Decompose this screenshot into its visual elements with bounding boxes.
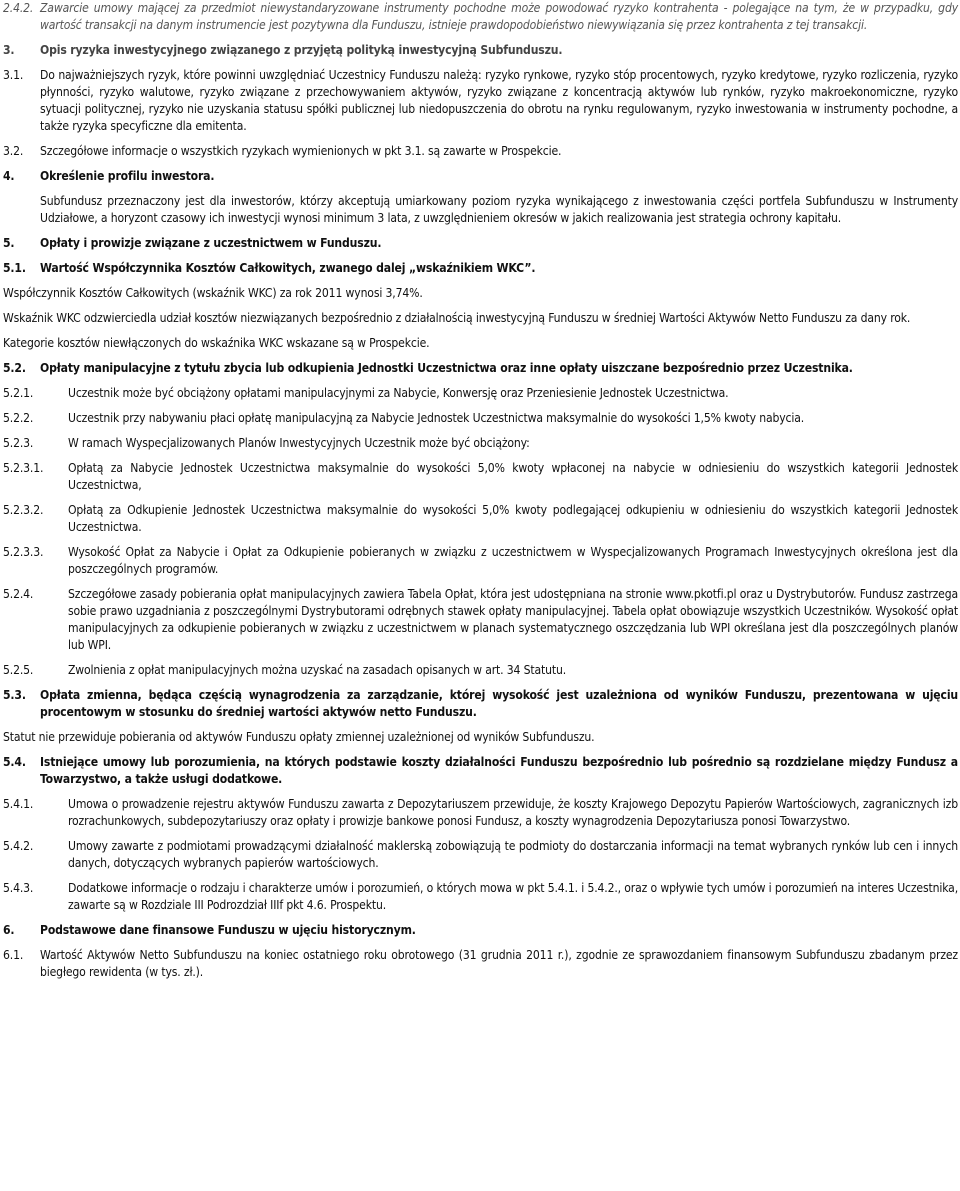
section-heading: Określenie profilu inwestora. [40,169,215,183]
section-heading: Istniejące umowy lub porozumienia, na których podstawie koszty działalności Funduszu bezpośrednio lub pośrednio są rozdzielane między Fundusz a Towarzystwo, a także usługi dodatkowe. [40,755,958,786]
section-5-4-3 [3,880,958,914]
section-number: 5.3. [3,688,26,702]
section-number: 5.2.2. [3,411,34,425]
section-number: 5.4. [3,755,26,769]
section-number: 6.1. [3,948,24,962]
section-5-2-2 [3,410,958,427]
section-number: 2.4.2. [3,1,34,15]
wkc-excluded-costs-paragraph: Kategorie kosztów niewłączonych do wskaźnika WKC wskazane są w Prospekcie. [3,336,430,350]
section-heading: Opłaty manipulacyjne z tytułu zbycia lub odkupienia Jednostki Uczestnictwa oraz inne opłaty uiszczane bezpośrednio przez Uczestnika. [40,361,853,375]
section-text: Zwolnienia z opłat manipulacyjnych można uzyskać na zasadach opisanych w art. 34 Statutu. [68,663,567,677]
section-number: 5.4.1. [3,797,34,811]
section-number: 5.2.3.1. [3,461,44,475]
section-text: Do najważniejszych ryzyk, które powinni uwzględniać Uczestnicy Funduszu należą: ryzyko rynkowe, ryzyko stóp procentowych, ryzyko kredytowe, ryzyko rozliczenia, ryzyko płynności, ryzyko walutowe, ryzyko związane z przechowywaniem aktywów, ryzyko związane z koncentracją aktywów lub rynków, ryzyko makroekonomiczne, ryzyko sytuacji politycznej, ryzyko nie uzyskania statusu spółki publicznej lub niedopuszczenia do obrotu na rynku regulowanym, ryzyko inwestowania w instrumenty pochodne, a także ryzyka specyficzne dla emitenta. [40,68,958,133]
section-5-2-3-3 [3,544,958,578]
variable-fee-paragraph: Statut nie przewiduje pobierania od aktywów Funduszu opłaty zmiennej uzależnionej od wyników Subfunduszu. [3,730,595,744]
section-text: Szczegółowe zasady pobierania opłat manipulacyjnych zawiera Tabela Opłat, która jest udostępniana na stronie www.pkotfi.pl oraz u Dystrybutorów. Fundusz zastrzega sobie prawo uzgadniania z poszczególnymi Dystrybutorami odrębnych stawek opłaty manipulacyjnej. Tabela opłat obowiązuje wszystkich Uczestników. Wysokość opłat manipulacyjnych za odkupienie pobieranych w związku z uczestnictwem w planach systematycznego oszczędzania lub WPI określana jest dla poszczególnych planów lub WPI. [68,587,958,652]
section-number: 3.1. [3,68,24,82]
heading-3 [3,42,958,59]
wkc-description-paragraph: Wskaźnik WKC odzwierciedla udział kosztów niezwiązanych bezpośrednio z działalnością inwestycyjną Funduszu w średniej Wartości Aktywów Netto Funduszu za dany rok. [3,311,911,325]
section-5-2-1 [3,385,958,402]
section-5-2-4 [3,586,958,654]
section-heading: Opłaty i prowizje związane z uczestnictwem w Funduszu. [40,236,382,250]
section-text: Szczegółowe informacje o wszystkich ryzykach wymienionych w pkt 3.1. są zawarte w Prospekcie. [40,144,562,158]
section-heading: Opis ryzyka inwestycyjnego związanego z przyjętą polityką inwestycyjną Subfunduszu. [40,43,563,57]
section-number: 3.2. [3,144,24,158]
section-number: 5.1. [3,261,26,275]
section-text: Umowy zawarte z podmiotami prowadzącymi działalność maklerską zobowiązują te podmioty do dostarczania informacji na temat wybranych rynków lub cen i innych danych, dotyczących wybranych papierów wartościowych. [68,839,958,870]
section-2-4-2 [3,0,958,34]
section-5-4-1 [3,796,958,830]
section-number: 5.2.3.2. [3,503,44,517]
section-heading: Wartość Współczynnika Kosztów Całkowitych, zwanego dalej „wskaźnikiem WKC”. [40,261,536,275]
section-5-2-3-2 [3,502,958,536]
section-heading: Podstawowe dane finansowe Funduszu w ujęciu historycznym. [40,923,416,937]
section-text: Umowa o prowadzenie rejestru aktywów Funduszu zawarta z Depozytariuszem przewiduje, że koszty Krajowego Depozytu Papierów Wartościowych, zagranicznych izb rozrachunkowych, subdepozytariuszy oraz opłaty i prowizje bankowe ponosi Fundusz, a koszty wynagrodzenia Depozytariusza ponosi Towarzystwo. [68,797,958,828]
section-text: Uczestnik może być obciążony opłatami manipulacyjnymi za Nabycie, Konwersję oraz Przeniesienie Jednostek Uczestnictwa. [68,386,729,400]
heading-5-3 [3,687,958,721]
section-text: W ramach Wyspecjalizowanych Planów Inwestycyjnych Uczestnik może być obciążony: [68,436,530,450]
section-number: 4. [3,169,15,183]
section-number: 5.4.3. [3,881,34,895]
section-5-2-5 [3,662,958,679]
section-text: Opłatą za Nabycie Jednostek Uczestnictwa maksymalnie do wysokości 5,0% kwoty wpłaconej na nabycie w odniesieniu do wszystkich kategorii Jednostek Uczestnictwa, [68,461,958,492]
section-3-1 [3,67,958,135]
heading-5-2 [3,360,958,377]
section-number: 5.2. [3,361,26,375]
section-6-1 [3,947,958,981]
section-5-2-3 [3,435,958,452]
section-number: 5.2.3. [3,436,34,450]
section-number: 5.4.2. [3,839,34,853]
section-number: 3. [3,43,15,57]
section-text: Wysokość Opłat za Nabycie i Opłat za Odkupienie pobieranych w związku z uczestnictwem w Wyspecjalizowanych Programach Inwestycyjnych określona jest dla poszczególnych programów. [68,545,958,576]
section-3-2 [3,143,958,160]
heading-5-4 [3,754,958,788]
heading-4 [3,168,958,185]
wkc-value-paragraph: Współczynnik Kosztów Całkowitych (wskaźnik WKC) za rok 2011 wynosi 3,74%. [3,286,423,300]
section-number: 5.2.4. [3,587,34,601]
section-5-2-3-1 [3,460,958,494]
heading-5 [3,235,958,252]
section-number: 6. [3,923,15,937]
section-heading: Opłata zmienna, będąca częścią wynagrodzenia za zarządzanie, której wysokość jest uzależniona od wyników Funduszu, prezentowana w ujęciu procentowym w stosunku do średniej wartości aktywów netto Funduszu. [40,688,958,719]
section-number: 5.2.1. [3,386,34,400]
section-text: Opłatą za Odkupienie Jednostek Uczestnictwa maksymalnie do wysokości 5,0% kwoty podlegającej odkupieniu w odniesieniu do wszystkich kategorii Jednostek Uczestnictwa. [68,503,958,534]
investor-profile-paragraph: Subfundusz przeznaczony jest dla inwestorów, którzy akceptują umiarkowany poziom ryzyka wynikającego z inwestowania części portfela Subfunduszu w Instrumenty Udziałowe, a horyzont czasowy ich inwestycji wynosi minimum 3 lata, z uwzględnieniem okresów w jakich realizowania jest strategia ochrony kapitału. [40,194,958,225]
section-text: Dodatkowe informacje o rodzaju i charakterze umów i porozumień, o których mowa w pkt 5.4.1. i 5.4.2., oraz o wpływie tych umów i porozumień na interes Uczestnika, zawarte są w Rozdziale III Podrozdział IIIf pkt 4.6. Prospektu. [68,881,958,912]
section-text: Zawarcie umowy mającej za przedmiot niewystandaryzowane instrumenty pochodne może powodować ryzyko kontrahenta - polegające na tym, że w przypadku, gdy wartość transakcji na danym instrumencie jest pozytywna dla Funduszu, istnieje prawdopodobieństwo niewywiązania się przez kontrahenta z tej transakcji. [40,1,958,32]
heading-6 [3,922,958,939]
heading-5-1 [3,260,958,277]
section-5-4-2 [3,838,958,872]
section-text: Wartość Aktywów Netto Subfunduszu na koniec ostatniego roku obrotowego (31 grudnia 2011 r.), zgodnie ze sprawozdaniem finansowym Subfunduszu zbadanym przez biegłego rewidenta (w tys. zł.). [40,948,958,979]
section-number: 5.2.5. [3,663,34,677]
section-number: 5.2.3.3. [3,545,44,559]
section-number: 5. [3,236,15,250]
section-text: Uczestnik przy nabywaniu płaci opłatę manipulacyjną za Nabycie Jednostek Uczestnictwa maksymalnie do wysokości 1,5% kwoty nabycia. [68,411,805,425]
